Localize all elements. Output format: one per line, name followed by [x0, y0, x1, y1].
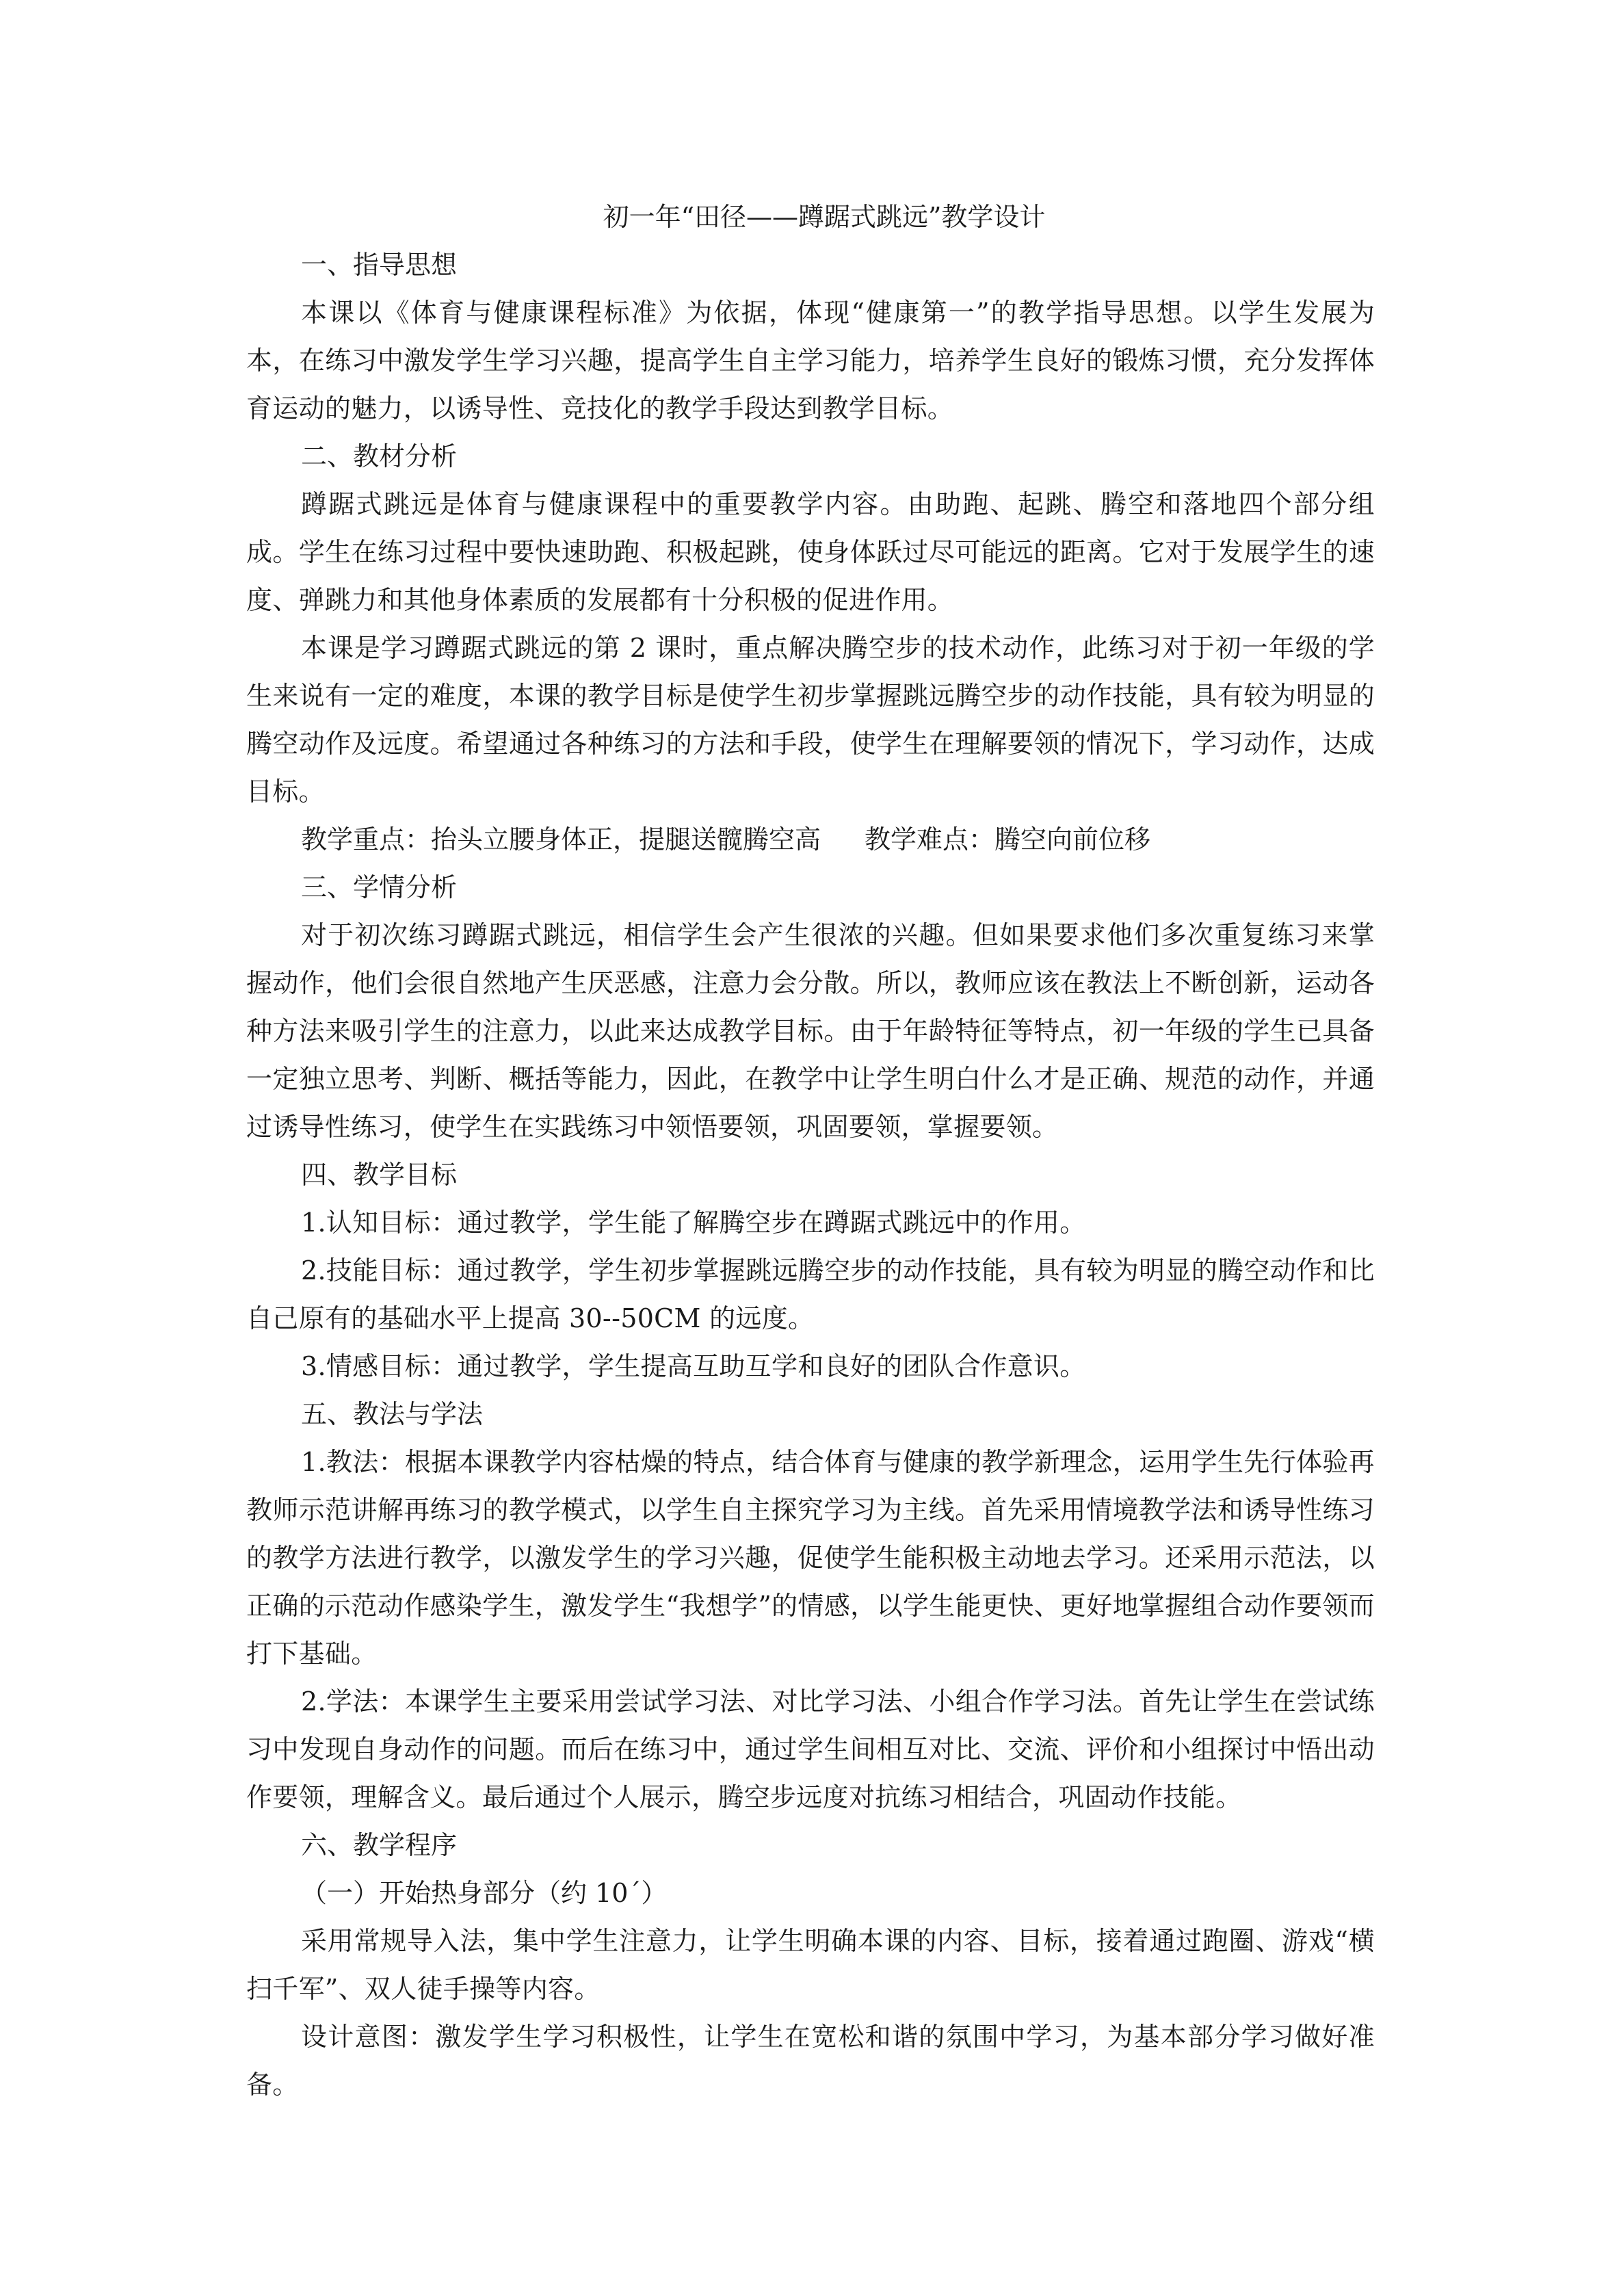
section-heading-student-analysis: 三、学情分析 [301, 872, 458, 902]
teaching-key-point: 教学重点：抬头立腰身体正，提腿送髋腾空高 [301, 824, 821, 855]
section-heading-teaching-goals: 四、教学目标 [301, 1160, 458, 1190]
paragraph-material-analysis-1: 蹲踞式跳远是体育与健康课程中的重要教学内容。由助跑、起跳、腾空和落地四个部分组成。学生在练习过程中要快速助跑、积极起跳，使身体跃过尽可能远的距离。它对于发展学生的速度、弹跳力和其他身体素质的发展都有十分积极的促进作用。 [246, 489, 1375, 615]
teaching-key-and-difficulty [246, 816, 1375, 863]
document-body [246, 193, 1375, 2109]
teaching-difficulty: 教学难点：腾空向前位移 [865, 824, 1151, 855]
goal-skill: 2.技能目标：通过教学，学生初步掌握跳远腾空步的动作技能，具有较为明显的腾空动作和比自己原有的基础水平上提高 30--50CM 的远度。 [246, 1255, 1375, 1333]
paragraph-material-analysis-2: 本课是学习蹲踞式跳远的第 2 课时，重点解决腾空步的技术动作，此练习对于初一年级的学生来说有一定的难度，本课的教学目标是使学生初步掌握跳远腾空步的动作技能，具有较为明显的腾空动作及远度。希望通过各种练习的方法和手段，使学生在理解要领的情况下，学习动作，达成目标。 [246, 633, 1375, 807]
section-heading-guiding-thought: 一、指导思想 [301, 250, 458, 280]
paragraph-design-intent: 设计意图：激发学生学习积极性，让学生在宽松和谐的氛围中学习，为基本部分学习做好准备。 [246, 2022, 1375, 2100]
section-heading-teaching-procedure: 六、教学程序 [301, 1830, 458, 1860]
subsection-heading-warmup: （一）开始热身部分（约 10´） [301, 1878, 668, 1908]
document-title: 初一年“田径——蹲踞式跳远”教学设计 [603, 202, 1046, 232]
paragraph-warmup-content: 采用常规导入法，集中学生注意力，让学生明确本课的内容、目标，接着通过跑圈、游戏“横扫千军”、双人徒手操等内容。 [246, 1926, 1375, 2004]
paragraph-student-analysis: 对于初次练习蹲踞式跳远，相信学生会产生很浓的兴趣。但如果要求他们多次重复练习来掌握动作，他们会很自然地产生厌恶感，注意力会分散。所以，教师应该在教法上不断创新，运动各种方法来吸引学生的注意力，以此来达成教学目标。由于年龄特征等特点，初一年级的学生已具备一定独立思考、判断、概括等能力，因此，在教学中让学生明白什么才是正确、规范的动作，并通过诱导性练习，使学生在实践练习中领悟要领，巩固要领，掌握要领。 [246, 920, 1375, 1142]
paragraph-teaching-method: 1.教法：根据本课教学内容枯燥的特点，结合体育与健康的教学新理念，运用学生先行体验再教师示范讲解再练习的教学模式，以学生自主探究学习为主线。首先采用情境教学法和诱导性练习的教学方法进行教学，以激发学生的学习兴趣，促使学生能积极主动地去学习。还采用示范法，以正确的示范动作感染学生，激发学生“我想学”的情感，以学生能更快、更好地掌握组合动作要领而打下基础。 [246, 1447, 1375, 1669]
paragraph-learning-method: 2.学法：本课学生主要采用尝试学习法、对比学习法、小组合作学习法。首先让学生在尝试练习中发现自身动作的问题。而后在练习中，通过学生间相互对比、交流、评价和小组探讨中悟出动作要领，理解含义。最后通过个人展示，腾空步远度对抗练习相结合，巩固动作技能。 [246, 1686, 1375, 1812]
section-heading-methods: 五、教法与学法 [301, 1399, 484, 1429]
section-heading-material-analysis: 二、教材分析 [301, 441, 458, 471]
goal-emotional: 3.情感目标：通过教学，学生提高互助互学和良好的团队合作意识。 [301, 1351, 1086, 1381]
goal-cognitive: 1.认知目标：通过教学，学生能了解腾空步在蹲踞式跳远中的作用。 [301, 1208, 1086, 1238]
paragraph-guiding-thought: 本课以《体育与健康课程标准》为依据，体现“健康第一”的教学指导思想。以学生发展为本，在练习中激发学生学习兴趣，提高学生自主学习能力，培养学生良好的锻炼习惯，充分发挥体育运动的魅力，以诱导性、竞技化的教学手段达到教学目标。 [246, 298, 1375, 423]
